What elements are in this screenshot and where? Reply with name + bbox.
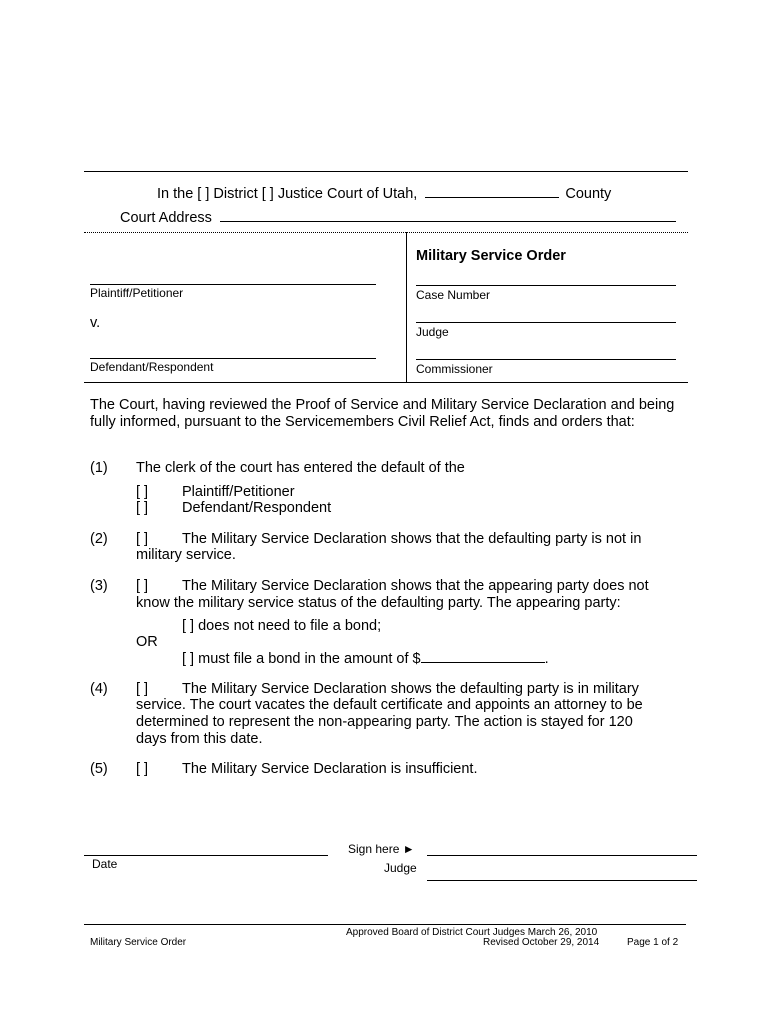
item3-checkbox[interactable]: [ ] [136, 578, 149, 594]
judge-name-label: Judge [384, 861, 417, 875]
item1-text: The clerk of the court has entered the default of the [136, 460, 465, 476]
bond-amount-period: . [544, 651, 549, 667]
item4-text-cont1: service. The court vacates the default certificate and appoints an attorney to be [136, 697, 643, 713]
item2-text-cont: military service. [136, 547, 236, 563]
item3-text: The Military Service Declaration shows that the appearing party does not [182, 578, 649, 594]
caption-bottom-rule [84, 382, 688, 383]
item1-option1-checkbox[interactable]: [ ] [136, 484, 149, 500]
item1-option1-label: Plaintiff/Petitioner [182, 484, 295, 500]
item4-text-cont3: days from this date. [136, 731, 263, 747]
court-prefix: In the [ ] District [ ] Justice Court of Utah, [157, 186, 418, 202]
header-bottom-rule [84, 232, 688, 233]
court-line [157, 186, 611, 203]
item2-text: The Military Service Declaration shows that the defaulting party is not in [182, 531, 642, 547]
commissioner-blank[interactable] [416, 359, 676, 360]
intro-paragraph: The Court, having reviewed the Proof of Service and Military Service Declaration and being fully informed, pursuant to the Servicemembers Civil Relief Act, finds and orders that: [90, 397, 675, 430]
approved-date: Approved Board of District Court Judges March 26, 2010 [346, 927, 598, 938]
court-address-label: Court Address [120, 210, 212, 226]
bond-amount-blank[interactable] [421, 662, 545, 663]
bond-option-file-bond [182, 651, 549, 668]
caption-divider [406, 232, 407, 382]
revised-date: Revised October 29, 2014 [483, 937, 600, 948]
commissioner-label: Commissioner [416, 362, 493, 376]
item5-number: (5) [90, 761, 108, 777]
item5-checkbox[interactable]: [ ] [136, 761, 149, 777]
judge-name-blank[interactable] [427, 880, 697, 881]
item4-text: The Military Service Declaration shows the defaulting party is in military [182, 681, 639, 697]
defendant-label: Defendant/Respondent [90, 360, 214, 374]
date-label: Date [92, 857, 118, 871]
item1-number: (1) [90, 460, 108, 476]
sign-here-label: Sign here ► [348, 842, 415, 856]
judge-label: Judge [416, 325, 449, 339]
footer-rule [84, 924, 686, 925]
county-label: County [565, 186, 612, 202]
item2-checkbox[interactable]: [ ] [136, 531, 149, 547]
defendant-blank[interactable] [90, 358, 376, 359]
item4-number: (4) [90, 681, 108, 697]
item1-option2-checkbox[interactable]: [ ] [136, 500, 149, 516]
form-title: Military Service Order [416, 248, 566, 264]
court-address-blank[interactable] [220, 221, 676, 222]
judge-blank[interactable] [416, 322, 676, 323]
date-blank[interactable] [84, 855, 328, 856]
case-number-blank[interactable] [416, 285, 676, 286]
page-number: Page 1 of 2 [627, 937, 679, 948]
item4-text-cont2: determined to represent the non-appearing party. The action is stayed for 120 [136, 714, 633, 730]
item1-option2-label: Defendant/Respondent [182, 500, 332, 516]
bond-option-file-bond-label[interactable]: [ ] must file a bond in the amount of $ [182, 651, 421, 667]
item4-checkbox[interactable]: [ ] [136, 681, 149, 697]
item3-number: (3) [90, 578, 108, 594]
footer-form-name: Military Service Order [90, 937, 187, 948]
county-blank[interactable] [425, 197, 559, 198]
item5-text: The Military Service Declaration is insufficient. [182, 761, 478, 777]
court-address-line [120, 210, 676, 227]
judge-signature-blank[interactable] [427, 855, 697, 856]
item2-number: (2) [90, 531, 108, 547]
versus-text: v. [90, 315, 101, 331]
item3-text-cont: know the military service status of the defaulting party. The appearing party: [136, 595, 621, 611]
case-number-label: Case Number [416, 288, 491, 302]
plaintiff-label: Plaintiff/Petitioner [90, 286, 184, 300]
bond-option-no-bond[interactable]: [ ] does not need to file a bond; [182, 618, 382, 634]
plaintiff-blank[interactable] [90, 284, 376, 285]
header-top-rule [84, 171, 688, 172]
or-text: OR [136, 634, 158, 650]
